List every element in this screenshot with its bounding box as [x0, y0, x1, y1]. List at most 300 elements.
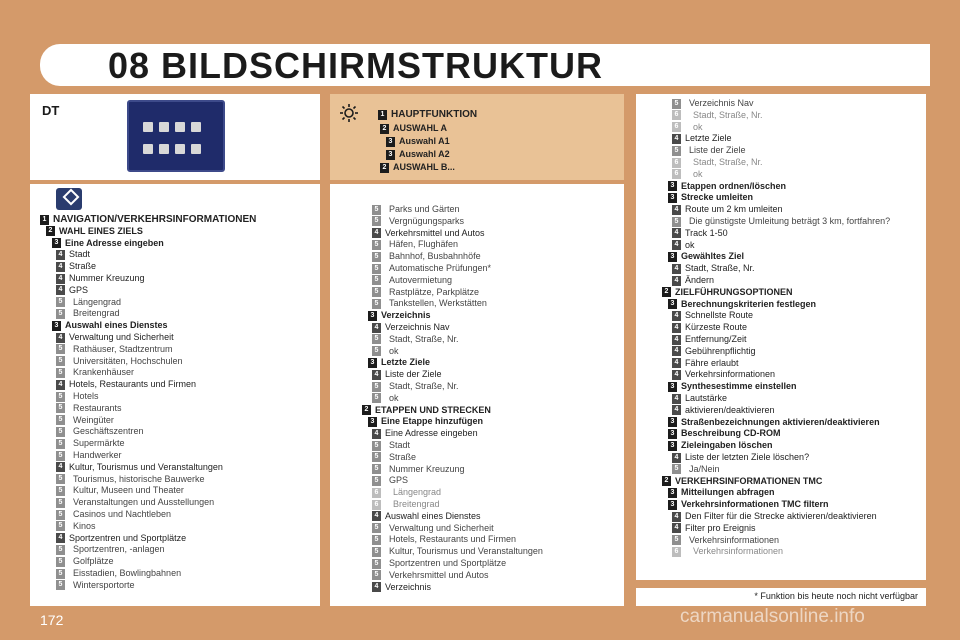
level-badge: 4 — [672, 134, 681, 144]
level-badge: 3 — [668, 488, 677, 498]
level-badge: 4 — [372, 582, 381, 592]
menu-item-label: Verkehrsmittel und Autos — [389, 569, 489, 580]
level-badge: 4 — [672, 228, 681, 238]
menu-item — [56, 567, 181, 579]
level-badge: 5 — [372, 264, 381, 274]
level-badge: 5 — [372, 393, 381, 403]
menu-item — [672, 156, 763, 168]
thumb-icon — [143, 144, 153, 154]
level-badge: 5 — [56, 474, 65, 484]
menu-item — [672, 357, 739, 369]
level-badge: 1 — [378, 110, 387, 120]
level-badge: 5 — [372, 346, 381, 356]
level-badge: 6 — [672, 547, 681, 557]
menu-item — [56, 272, 145, 284]
menu-item-label: Universitäten, Hochschulen — [73, 355, 183, 366]
level-badge: 5 — [56, 297, 65, 307]
display-screen-image — [127, 100, 225, 172]
menu-item — [56, 425, 144, 437]
level-badge: 4 — [672, 311, 681, 321]
thumb-icon — [143, 122, 153, 132]
menu-item-label: Schnellste Route — [685, 310, 754, 321]
level-badge: 5 — [56, 392, 65, 402]
menu-item — [372, 427, 478, 439]
menu-item — [668, 191, 753, 203]
footnote: * Funktion bis heute noch nicht verfügbar — [754, 591, 918, 601]
level-badge: 4 — [672, 323, 681, 333]
level-badge: 5 — [56, 415, 65, 425]
menu-item-label: Letzte Ziele — [381, 357, 431, 368]
menu-item — [672, 392, 727, 404]
menu-item-label: Häfen, Flughäfen — [389, 239, 459, 250]
menu-item-label: Eine Etappe hinzufügen — [381, 416, 484, 427]
menu-item — [56, 437, 125, 449]
menu-item — [668, 180, 786, 192]
menu-item-label: Eine Adresse eingeben — [65, 237, 164, 248]
menu-item-label: Tourismus, historische Bauwerke — [73, 473, 205, 484]
navigation-icon — [56, 188, 82, 210]
menu-item — [672, 239, 695, 251]
level-badge: 5 — [672, 535, 681, 545]
menu-item — [40, 213, 256, 225]
menu-item — [672, 333, 747, 345]
menu-item — [56, 402, 122, 414]
menu-item — [56, 461, 223, 473]
menu-item-label: Hotels — [73, 391, 99, 401]
level-badge: 2 — [662, 476, 671, 486]
menu-item — [672, 463, 720, 475]
level-badge: 2 — [662, 287, 671, 297]
level-badge: 5 — [372, 205, 381, 215]
level-badge: 3 — [386, 150, 395, 160]
menu-item-label: ok — [389, 392, 399, 403]
menu-item-label: Verkehrsinformationen — [689, 534, 780, 545]
menu-item-label: ZIELFÜHRUNGSOPTIONEN — [675, 286, 793, 297]
menu-item — [56, 355, 183, 367]
menu-item — [672, 144, 746, 156]
menu-item — [56, 532, 186, 544]
menu-item-label: Verkehrsinformationen TMC filtern — [681, 499, 829, 510]
level-badge: 4 — [672, 512, 681, 522]
level-badge: 5 — [372, 240, 381, 250]
menu-item-label: Verzeichnis — [381, 310, 431, 321]
menu-item — [362, 404, 491, 416]
menu-item — [672, 345, 756, 357]
menu-item-label: Kinos — [73, 520, 96, 531]
level-badge: 3 — [386, 137, 395, 147]
menu-item — [56, 543, 165, 555]
level-badge: 5 — [372, 559, 381, 569]
menu-item — [372, 569, 489, 581]
page-number: 172 — [40, 612, 64, 628]
menu-item-label: Stadt, Straße, Nr. — [685, 263, 755, 274]
menu-item-label: Liste der letzten Ziele löschen? — [685, 452, 810, 462]
dt-label: DT — [42, 103, 60, 118]
level-badge: 3 — [668, 441, 677, 451]
level-badge: 2 — [362, 405, 371, 415]
level-badge: 5 — [56, 510, 65, 520]
menu-item-label: Stadt, Straße, Nr. — [389, 333, 459, 344]
menu-item-label: Verzeichnis Nav — [385, 322, 450, 332]
menu-item — [372, 262, 491, 274]
level-badge: 3 — [668, 193, 677, 203]
level-badge: 4 — [56, 533, 65, 543]
menu-item-label: Automatische Prüfungen* — [389, 263, 492, 273]
level-badge: 2 — [380, 124, 389, 134]
menu-item-label: Eine Adresse eingeben — [385, 428, 478, 439]
menu-item-label: Golfplätze — [73, 556, 114, 567]
hauptfunktion-item — [386, 148, 450, 160]
menu-item — [372, 463, 465, 475]
level-badge: 5 — [372, 441, 381, 451]
hauptfunktion-label: AUSWAHL B... — [393, 162, 455, 172]
menu-item — [368, 356, 430, 368]
menu-item-label: Verzeichnis Nav — [689, 98, 754, 108]
menu-item-label: Handwerker — [73, 450, 122, 460]
level-badge: 5 — [56, 439, 65, 449]
level-badge: 4 — [372, 511, 381, 521]
level-badge: 5 — [672, 99, 681, 109]
level-badge: 4 — [672, 205, 681, 215]
page-title: 08 BILDSCHIRMSTRUKTUR — [108, 45, 604, 86]
menu-item-label: Eisstadien, Bowlingbahnen — [73, 568, 182, 578]
footnote-box — [636, 588, 926, 606]
menu-item-label: ok — [693, 168, 703, 179]
menu-item-label: Fähre erlaubt — [685, 357, 739, 368]
menu-item — [56, 579, 135, 591]
menu-item — [372, 581, 431, 593]
menu-item — [372, 498, 440, 510]
menu-item-label: Beschreibung CD-ROM — [681, 428, 781, 439]
menu-item — [672, 404, 775, 416]
menu-item — [56, 520, 96, 532]
menu-item-label: Stadt — [69, 249, 91, 260]
level-badge: 5 — [372, 382, 381, 392]
level-badge: 5 — [672, 146, 681, 156]
menu-item-label: Auswahl eines Dienstes — [65, 320, 168, 331]
menu-item-label: Breitengrad — [73, 308, 120, 319]
menu-item-label: Veranstaltungen und Ausstellungen — [73, 497, 215, 508]
menu-item — [672, 109, 763, 121]
thumb-icon — [159, 144, 169, 154]
level-badge: 5 — [372, 535, 381, 545]
level-badge: 4 — [672, 346, 681, 356]
menu-item — [372, 227, 485, 239]
menu-item — [668, 498, 829, 510]
level-badge: 5 — [372, 216, 381, 226]
level-badge: 3 — [368, 311, 377, 321]
thumb-icon — [159, 122, 169, 132]
menu-item — [672, 451, 809, 463]
menu-item-label: Ändern — [685, 275, 715, 285]
menu-item — [672, 274, 714, 286]
menu-item — [672, 368, 775, 380]
level-badge: 6 — [372, 488, 381, 498]
menu-item — [372, 333, 459, 345]
level-badge: 6 — [672, 122, 681, 132]
level-badge: 3 — [668, 429, 677, 439]
menu-item — [662, 475, 822, 487]
menu-item — [372, 533, 516, 545]
level-badge: 3 — [668, 417, 677, 427]
menu-item-label: Hotels, Restaurants und Firmen — [389, 534, 517, 545]
menu-item — [56, 366, 134, 378]
menu-item — [672, 545, 783, 557]
menu-item — [372, 510, 481, 522]
level-badge: 4 — [56, 380, 65, 390]
menu-item-label: Liste der Ziele — [385, 369, 442, 380]
menu-item — [372, 345, 399, 357]
menu-item — [56, 555, 114, 567]
menu-item-label: Stadt, Straße, Nr. — [693, 157, 763, 167]
menu-item — [372, 286, 479, 298]
menu-item-label: Track 1-50 — [685, 227, 728, 238]
menu-item — [372, 474, 408, 486]
level-badge: 5 — [672, 217, 681, 227]
thumb-icon — [191, 122, 201, 132]
menu-item-label: Verkehrsinformationen — [685, 369, 776, 380]
level-badge: 5 — [56, 498, 65, 508]
menu-item-label: Breitengrad — [393, 499, 440, 509]
menu-item-label: Etappen ordnen/löschen — [681, 180, 787, 191]
level-badge: 3 — [52, 321, 61, 331]
menu-item — [668, 380, 797, 392]
level-badge: 5 — [56, 569, 65, 579]
menu-item-label: Rastplätze, Parkplätze — [389, 286, 480, 297]
menu-item-label: Synthesestimme einstellen — [681, 381, 797, 392]
menu-item — [46, 225, 143, 237]
thumb-icon — [191, 144, 201, 154]
thumb-icon — [175, 144, 185, 154]
menu-item-label: Kultur, Tourismus und Veranstaltungen — [69, 461, 223, 472]
level-badge: 5 — [56, 344, 65, 354]
menu-item-label: Straße — [69, 261, 97, 272]
menu-item — [56, 307, 120, 319]
level-badge: 4 — [372, 323, 381, 333]
menu-item — [372, 238, 458, 250]
menu-item — [372, 297, 487, 309]
level-badge: 5 — [672, 464, 681, 474]
menu-item-label: Restaurants — [73, 402, 122, 413]
menu-item — [668, 486, 775, 498]
level-badge: 3 — [668, 252, 677, 262]
menu-item-label: Supermärkte — [73, 438, 125, 449]
level-badge: 3 — [368, 358, 377, 368]
level-badge: 4 — [56, 285, 65, 295]
level-badge: 3 — [368, 417, 377, 427]
menu-item-label: aktivieren/deaktivieren — [685, 404, 775, 415]
level-badge: 5 — [372, 275, 381, 285]
level-badge: 4 — [372, 370, 381, 380]
menu-item-label: Zieleingaben löschen — [681, 440, 773, 451]
menu-item-label: Filter pro Ereignis — [685, 522, 756, 533]
menu-item-label: ok — [685, 239, 695, 250]
menu-item-label: Lautstärke — [685, 393, 728, 403]
level-badge: 4 — [672, 335, 681, 345]
menu-item-label: Nummer Kreuzung — [389, 463, 465, 474]
level-badge: 5 — [372, 523, 381, 533]
menu-item — [56, 414, 114, 426]
menu-item — [56, 248, 90, 260]
level-badge: 5 — [56, 545, 65, 555]
menu-item — [368, 309, 431, 321]
menu-item — [372, 557, 506, 569]
watermark: carmanualsonline.info — [680, 606, 865, 627]
level-badge: 4 — [56, 250, 65, 260]
level-badge: 1 — [40, 215, 49, 225]
hauptfunktion-label: AUSWAHL A — [393, 123, 447, 133]
menu-item — [372, 522, 494, 534]
menu-item-label: Gebührenpflichtig — [685, 345, 756, 356]
menu-item-label: Stadt — [389, 440, 411, 450]
level-badge: 4 — [672, 264, 681, 274]
menu-item-label: Sportzentren und Sportplätze — [389, 558, 507, 568]
level-badge: 3 — [668, 382, 677, 392]
level-badge: 4 — [372, 228, 381, 238]
menu-item — [672, 522, 756, 534]
hauptfunktion-label: HAUPTFUNKTION — [391, 109, 478, 120]
menu-item-label: Auswahl eines Dienstes — [385, 510, 481, 521]
level-badge: 4 — [56, 274, 65, 284]
menu-item — [372, 545, 543, 557]
level-badge: 3 — [668, 181, 677, 191]
menu-item — [672, 97, 754, 109]
hauptfunktion-item — [380, 122, 447, 134]
menu-item — [56, 496, 214, 508]
level-badge: 5 — [56, 309, 65, 319]
menu-item-label: Berechnungskriterien festlegen — [681, 298, 817, 309]
menu-item — [372, 274, 452, 286]
thumb-icon — [175, 122, 185, 132]
menu-item — [372, 451, 416, 463]
menu-item — [56, 284, 88, 296]
menu-item — [672, 227, 728, 239]
menu-item-label: Strecke umleiten — [681, 192, 754, 203]
level-badge: 5 — [372, 287, 381, 297]
menu-item — [372, 486, 441, 498]
menu-item — [372, 203, 460, 215]
menu-item — [668, 439, 773, 451]
menu-item-label: Liste der Ziele — [689, 145, 746, 156]
menu-item — [372, 439, 410, 451]
level-badge: 4 — [672, 523, 681, 533]
hauptfunktion-item — [386, 135, 450, 147]
menu-item — [56, 449, 122, 461]
menu-item — [52, 319, 168, 331]
menu-item-label: Verwaltung und Sicherheit — [69, 332, 174, 342]
menu-item-label: Rathäuser, Stadtzentrum — [73, 343, 173, 354]
level-badge: 4 — [672, 394, 681, 404]
menu-item — [672, 309, 753, 321]
menu-item — [56, 484, 184, 496]
menu-item-label: WAHL EINES ZIELS — [59, 225, 143, 236]
menu-item-label: Casinos und Nachtleben — [73, 509, 172, 519]
level-badge: 4 — [56, 462, 65, 472]
menu-item — [672, 168, 703, 180]
menu-item-label: Stadt, Straße, Nr. — [693, 109, 763, 120]
level-badge: 5 — [56, 368, 65, 378]
menu-item — [56, 508, 171, 520]
menu-item-label: Straße — [389, 451, 417, 462]
menu-item-label: Verkehrsmittel und Autos — [385, 227, 485, 238]
menu-item — [672, 121, 703, 133]
hauptfunktion-label: Auswahl A2 — [399, 149, 450, 159]
menu-item — [662, 286, 793, 298]
function-icon — [340, 104, 358, 122]
level-badge: 5 — [56, 451, 65, 461]
menu-item-label: GPS — [389, 475, 409, 486]
hauptfunktion-box — [330, 94, 624, 180]
menu-item — [56, 331, 174, 343]
menu-item-label: Krankenhäuser — [73, 367, 135, 378]
level-badge: 5 — [56, 356, 65, 366]
menu-item-label: Straßenbezeichnungen aktivieren/deaktivieren — [681, 416, 880, 427]
menu-item — [372, 321, 450, 333]
menu-item-label: Letzte Ziele — [685, 133, 732, 144]
level-badge: 4 — [672, 276, 681, 286]
level-badge: 6 — [372, 500, 381, 510]
menu-item — [56, 473, 205, 485]
menu-item — [368, 415, 483, 427]
menu-item — [668, 427, 781, 439]
menu-item-label: Kultur, Tourismus und Veranstaltungen — [389, 546, 543, 557]
menu-item — [668, 250, 744, 262]
menu-item-label: Längengrad — [73, 296, 122, 307]
level-badge: 5 — [372, 464, 381, 474]
menu-item-label: Ja/Nein — [689, 463, 720, 474]
menu-item — [56, 343, 173, 355]
level-badge: 4 — [672, 370, 681, 380]
menu-item-label: Tankstellen, Werkstätten — [389, 298, 487, 309]
menu-item-label: Den Filter für die Strecke aktivieren/deaktivieren — [685, 511, 877, 521]
menu-item-label: Kultur, Museen und Theater — [73, 485, 184, 496]
level-badge: 3 — [52, 238, 61, 248]
level-badge: 4 — [672, 405, 681, 415]
menu-item-label: Entfernung/Zeit — [685, 334, 747, 344]
menu-item — [372, 392, 399, 404]
menu-item — [372, 250, 481, 262]
menu-item-label: Kürzeste Route — [685, 322, 748, 333]
menu-item-label: GPS — [69, 284, 89, 295]
menu-item — [672, 215, 890, 227]
menu-item — [372, 368, 442, 380]
level-badge: 5 — [56, 486, 65, 496]
level-badge: 4 — [672, 453, 681, 463]
level-badge: 5 — [56, 403, 65, 413]
level-badge: 5 — [56, 580, 65, 590]
menu-item-label: Route um 2 km umleiten — [685, 204, 783, 215]
menu-item-label: Hotels, Restaurants und Firmen — [69, 379, 197, 390]
level-badge: 3 — [668, 299, 677, 309]
menu-item — [668, 298, 816, 310]
menu-item — [56, 390, 99, 402]
menu-item-label: VERKEHRSINFORMATIONEN TMC — [675, 475, 823, 486]
menu-item-label: Bahnhof, Busbahnhöfe — [389, 251, 481, 262]
menu-item-label: Stadt, Straße, Nr. — [389, 381, 459, 391]
level-badge: 2 — [380, 163, 389, 173]
level-badge: 5 — [372, 334, 381, 344]
menu-item-label: Nummer Kreuzung — [69, 273, 145, 283]
level-badge: 4 — [56, 262, 65, 272]
level-badge: 4 — [372, 429, 381, 439]
menu-item — [672, 534, 779, 546]
hauptfunktion-item — [380, 161, 455, 173]
menu-item — [672, 132, 732, 144]
level-badge: 5 — [372, 299, 381, 309]
menu-item — [668, 416, 880, 428]
menu-item-label: Sportzentren und Sportplätze — [69, 532, 187, 543]
menu-item — [672, 510, 877, 522]
